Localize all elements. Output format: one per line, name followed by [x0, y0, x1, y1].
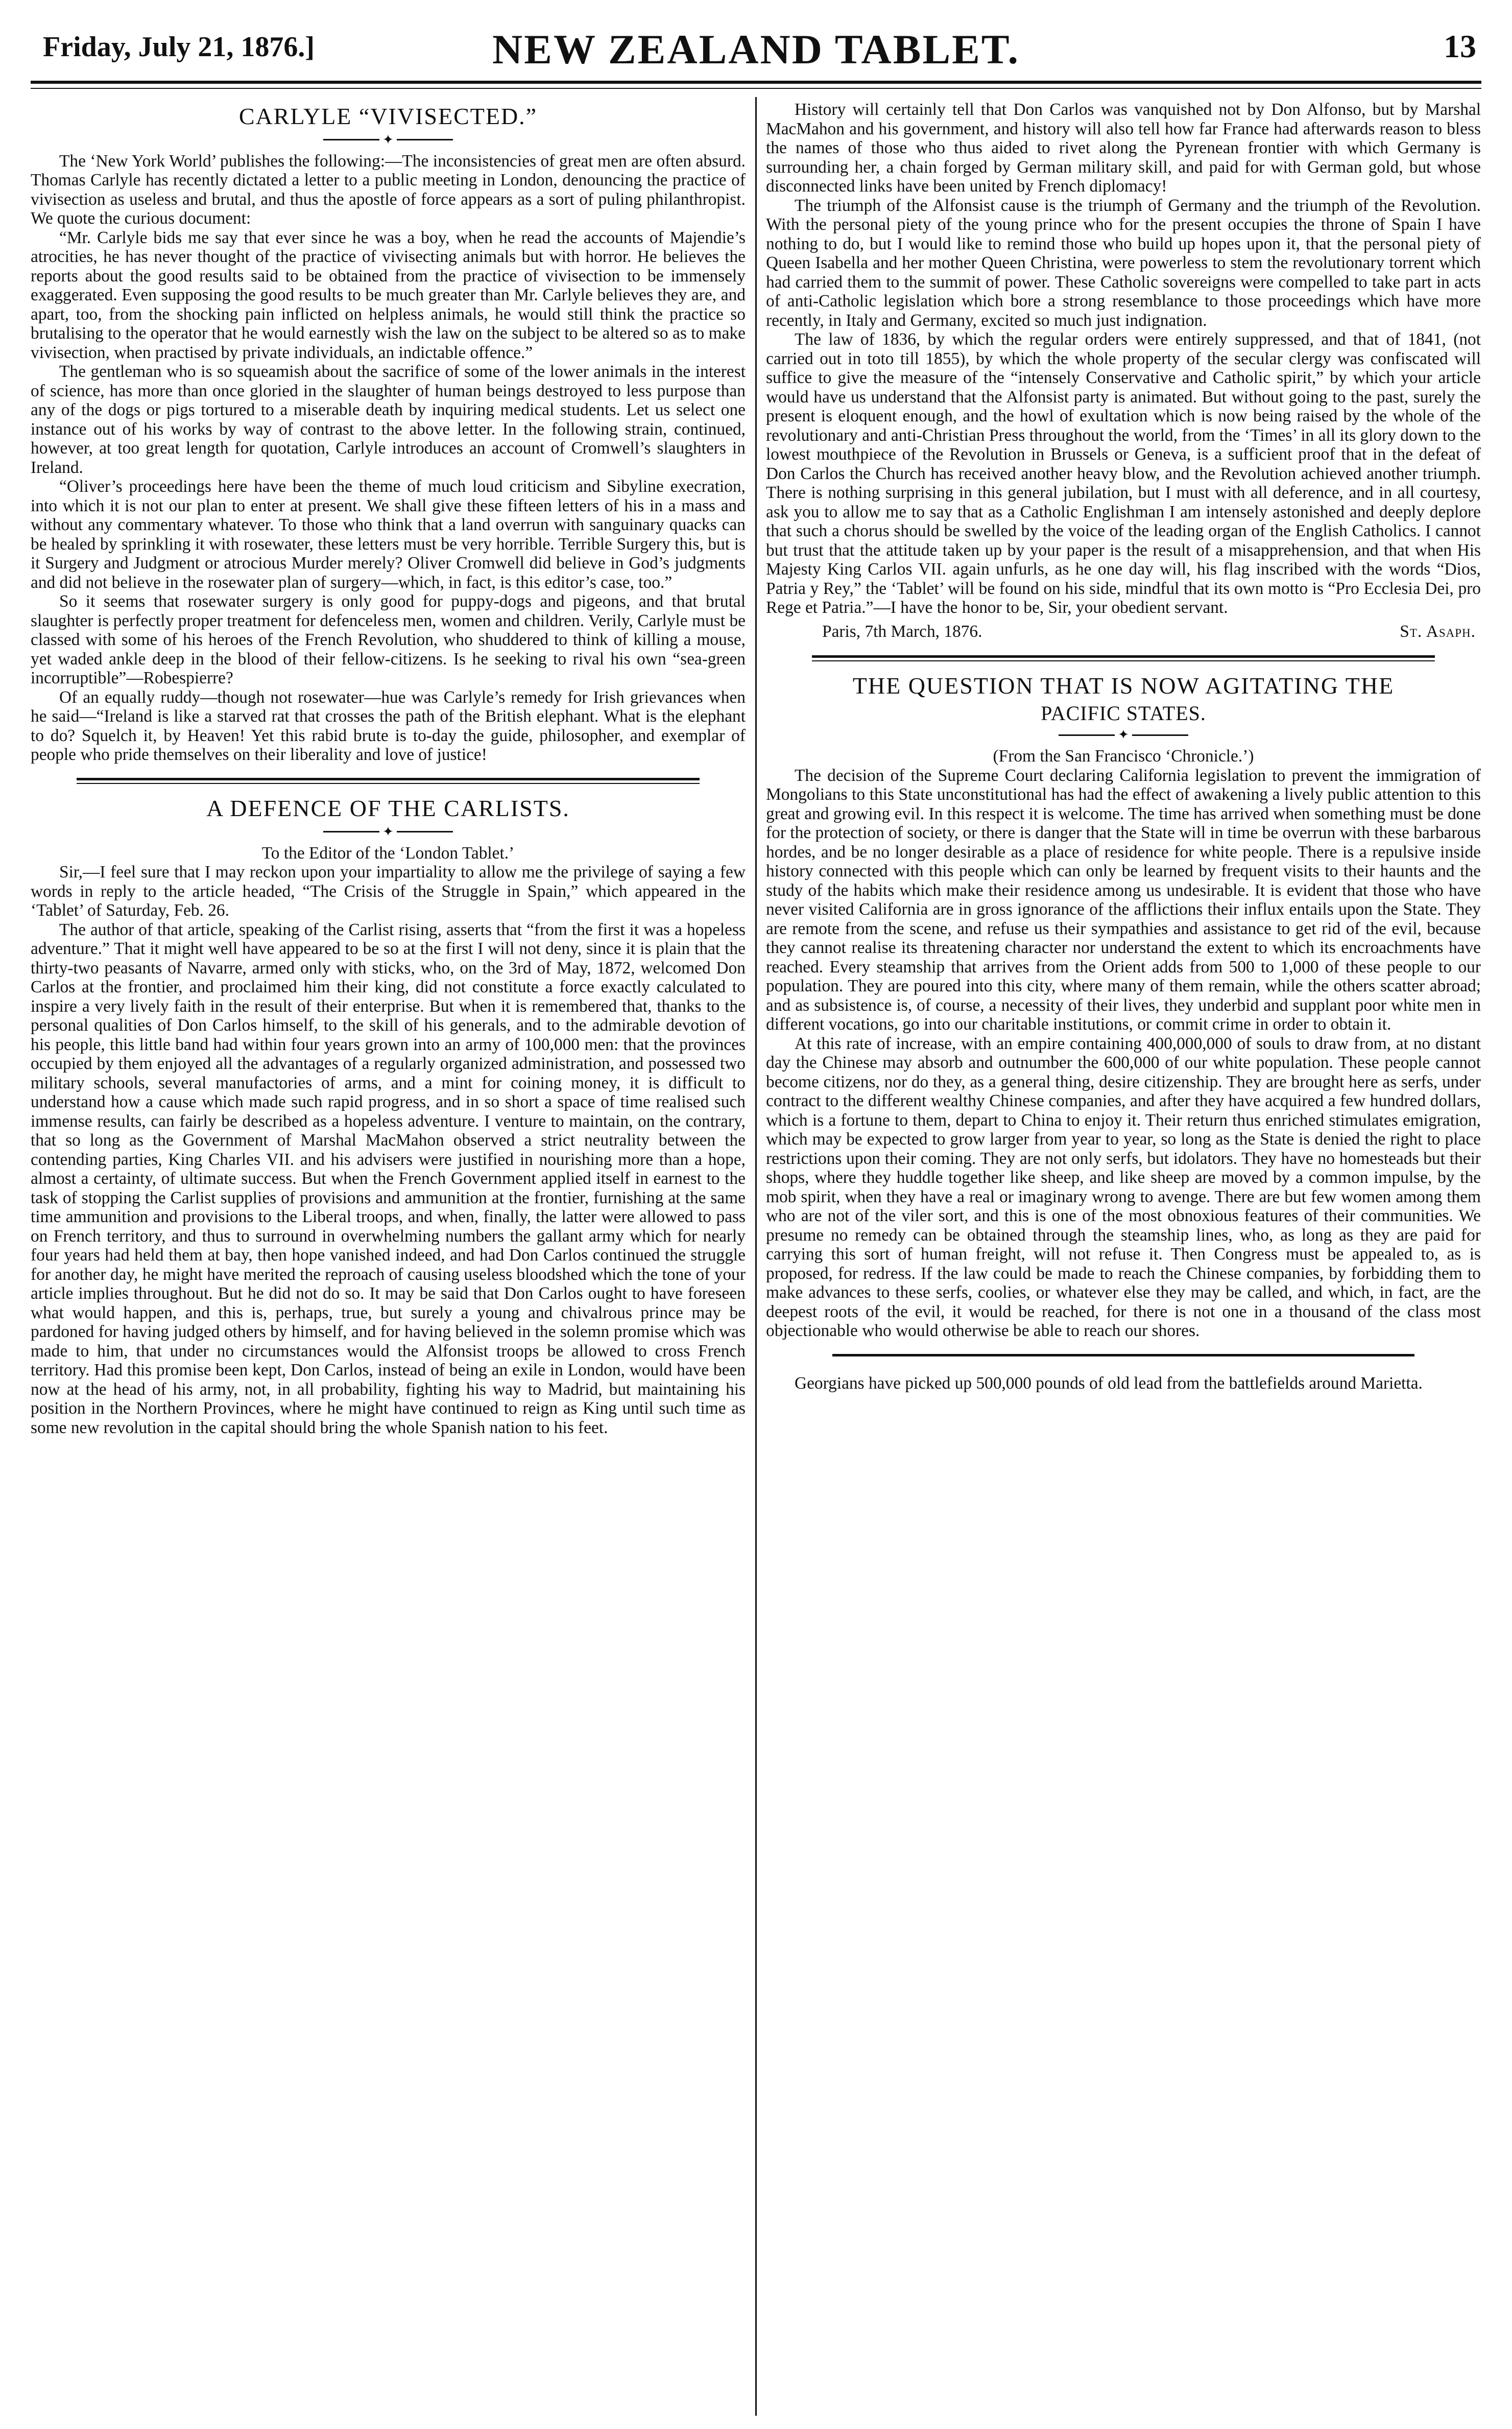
title-ornament: ✦: [31, 132, 746, 147]
short-news-item: Georgians have picked up 500,000 pounds of old lead from the battlefields around Marietta.: [795, 1373, 1423, 1393]
article-title-pacific: THE QUESTION THAT IS NOW AGITATING THE: [852, 672, 1395, 699]
article-paragraph: So it seems that rosewater surgery is only good for puppy-dogs and pigeons, and that brutal slaughter is perfectly proper treatment for defenceless men, women and children. Verily, Carlyle must be classed with some of his heroes of the French Revolution, who shuddered to think of killing a mouse, yet waded ankle deep in the blood of their fellow-citizens. Is he seeking to rival his own “sea-green incorruptible”—Robespierre?: [31, 592, 746, 688]
article-paragraph: “Mr. Carlyle bids me say that ever since he was a boy, when he read the accounts of Majendie’s atrocities, he has never thought of the practice of vivisecting animals but with horror. He believes the reports about the good results said to be obtained from the practice of vivisection to be immensely exaggerated. Even supposing the good results to be much greater than Mr. Carlyle believes they are, and apart, too, from the shocking pain inflicted on helpless animals, he would still think the practice so brutalising to the operator that he would earnestly wish the law on the subject to be altered so as to make vivisection, when practised by private individuals, an indictable offence.”: [31, 228, 746, 362]
article-paragraph: Sir,—I feel sure that I may reckon upon your impartiality to allow me the privilege of saying a few words in reply to the article headed, “The Crisis of the Struggle in Spain,” which appeared in the ‘Tablet’ of Saturday, Feb. 26.: [31, 863, 746, 920]
masthead-rule: [31, 81, 1481, 84]
section-divider: [832, 1354, 1414, 1356]
article-addressee: To the Editor of the ‘London Tablet.’: [261, 843, 515, 863]
letter-place-date: Paris, 7th March, 1876.: [822, 622, 982, 641]
title-ornament: ✦: [766, 727, 1481, 742]
article-title-pacific-line2: PACIFIC STATES.: [1041, 702, 1206, 725]
article-paragraph: History will certainly tell that Don Carlos was vanquished not by Don Alfonso, but by Marshal MacMahon and his government, and history will also tell how far France had afterwards reason to bless the names of those who thus aided to rivet along the Pyrenean frontier with which Germany is surrounding her, a chain forged by German military skill, and paid for with German gold, but whose disconnected links have been united by French diplomacy!: [766, 100, 1481, 196]
masthead: [31, 20, 1481, 97]
article-paragraph: Of an equally ruddy—though not rosewater—hue was Carlyle’s remedy for Irish grievances when he said—“Ireland is like a starved rat that crosses the path of the British elephant. What is the elephant to do? Squelch it, by Heaven! Yet this rabid brute is to-day the guide, philosopher, and exemplar of people who pride themselves on their liberality and love of justice!: [31, 687, 746, 765]
issue-date: Friday, July 21, 1876.]: [43, 31, 315, 63]
paper-title: NEW ZEALAND TABLET.: [492, 26, 1020, 73]
article-source: (From the San Francisco ‘Chronicle.’): [993, 747, 1254, 766]
article-paragraph: At this rate of increase, with an empire containing 400,000,000 of souls to draw from, at no distant day the Chinese may absorb and outnumber the 600,000 of our white population. These people cannot become citizens, nor do they, as a general thing, desire citizenship. They are brought here as serfs, under contract to the different wealthy Chinese companies, and after they have acquired a few hundred dollars, which is a fortune to them, depart to China to enjoy it. Their return thus enriched stimulates emigration, which may be expected to grow larger from year to year, so long as the State is denied the right to place restrictions upon their coming. They are not only serfs, but idolators. They have no homesteads but their shops, where they huddle together like sheep, and like sheep are moved by a common impulse, by the mob spirit, when they have a real or imaginary wrong to avenge. There are but few women among them who are not of the viler sort, and this is one of the most obnoxious features of their communities. We presume no remedy can be obtained through the steamship lines, who, as long as they are paid for carrying this sort of human freight, will not refuse it. Then Congress must be appealed to, as is proposed, for redress. If the law could be made to reach the Chinese companies, by forbidding them to make advances to these serfs, coolies, or whatever else they may be called, and which, in fact, are the deepest roots of the evil, it would be reached, for there is not one in a thousand of the class most objectionable who would otherwise be able to reach our shores.: [766, 1034, 1481, 1341]
article-title-carlists: A DEFENCE OF THE CARLISTS.: [206, 795, 570, 821]
right-column: [766, 100, 1481, 2409]
section-divider: [77, 778, 700, 784]
column-divider: [755, 97, 757, 2416]
article-paragraph: The law of 1836, by which the regular orders were entirely suppressed, and that of 1841, (not carried out in toto till 1855), by which the whole property of the secular clergy was confiscated will suffice to give the measure of the “intensely Conservative and Catholic spirit,” by which your article would have us understand that the Alfonsist party is animated. But without going to the past, surely the present is eloquent enough, and the howl of exultation which is now being raised by the whole of the revolutionary and anti-Christian Press throughout the world, from the ‘Times’ in all its glory down to the lowest mouthpiece of the Revolution in Brussels or Geneva, is a sufficient proof that in the defeat of Don Carlos the Church has received another heavy blow, and the Revolution achieved another triumph. There is nothing surprising in this general jubilation, but I must with all deference, and in all courtesy, ask you to allow me to say that as a Catholic Englishman I am intensely astonished and deeply deplore that such a chorus should be swelled by the voice of the leading organ of the English Catholics. I cannot but trust that the attitude taken up by your paper is the result of a misapprehension, and that when His Majesty King Carlos VII. again unfurls, as he one day will, his flag inscribed with the words “Dios, Patria y Rey,” the ‘Tablet’ will be found on his side, mindful that its own motto is “Pro Ecclesia Dei, pro Rege et Patria.”—I have the honor to be, Sir, your obedient servant.: [766, 330, 1481, 617]
article-paragraph: The author of that article, speaking of the Carlist rising, asserts that “from the first it was a hopeless adventure.” That it might well have appeared to be so at the first I will not deny, since it is plain that the thirty-two peasants of Navarre, armed only with sticks, who, on the 3rd of May, 1872, welcomed Don Carlos at the frontier, and proclaimed him their king, did not constitute a force exactly calculated to inspire a very lively faith in the result of their enterprise. But when it is remembered that, thanks to the personal qualities of Don Carlos himself, to the skill of his generals, and to the admirable devotion of his people, this little band had within four years grown into an army of 100,000 men: that the provinces occupied by them enjoyed all the advantages of a regularly organized administration, and possessed two military schools, several manufactories of arms, and a mint for coining money, it is difficult to understand how a cause which made such rapid progress, and in so short a space of time realised such immense results, can fairly be described as a hopeless adventure. I venture to maintain, on the contrary, that so long as the Government of Marshal MacMahon observed a strict neutrality between the contending parties, King Charles VII. and his advisers were justified in nourishing more than a hope, almost a certainty, of ultimate success. But when the French Government applied itself in earnest to the task of stopping the Carlist supplies of provisions and ammunition at the frontier, furnishing at the same time ammunition and provisions to the Liberal troops, and when, finally, the latter were allowed to pass on French territory, and thus to surround in overwhelming numbers the gallant army which for nearly four years had held them at bay, then hope vanished indeed, and had Don Carlos continued the struggle for another day, he might have merited the reproach of causing useless bloodshed which the tone of your article implies throughout. But he did not do so. It may be said that Don Carlos ought to have foreseen what would happen, and this is, perhaps, true, but surely a young and chivalrous prince may be pardoned for having judged others by himself, and for having believed in the solemn promise which was made to him, that under no circumstances would the Alfonsist troops be allowed to cross French territory. Had this promise been kept, Don Carlos, instead of being an exile in London, would have been now at the head of his army, not, in all probability, fighting his way to Madrid, but maintaining his position in the Northern Provinces, where he might have continued to reign as King until such time as some new revolution in the capital should bring the whole Spanish nation to his feet.: [31, 920, 746, 1437]
title-ornament: ✦: [31, 824, 746, 839]
section-divider: [812, 655, 1435, 661]
article-paragraph: The decision of the Supreme Court declaring California legislation to prevent the immigration of Mongolians to this State unconstitutional has had the effect of awakening a lively public attention to this great and growing evil. In this respect it is welcome. The time has arrived when something must be done for the protection of society, or there is danger that the State will in time be overrun with these barbarous hordes, and be no longer desirable as a place of residence for white people. There is a repulsive inside history connected with this people which can only be learned by frequent visits to their haunts and the study of the habits which make their residence among us undesirable. It is evident that those who have never visited California are in gross ignorance of the afflictions their influx entails upon the State. They are remote from the scene, and refuse us their sympathies and assistance to get rid of the evil, because they cannot realise its threatening character nor understand the extent to which its encroachments have reached. Every steamship that arrives from the Orient adds from 500 to 1,000 of these people to our population. They are poured into this city, where many of them remain, while the others scatter abroad; and as subsistence is, of course, a necessity of their lives, they underbid and supplant poor white men in different vocations, go into our charitable institutions, or commit crime in order to obtain it.: [766, 766, 1481, 1034]
article-paragraph: The gentleman who is so squeamish about the sacrifice of some of the lower animals in the interest of science, has more than once gloried in the slaughter of human beings destroyed to less purpose than any of the dogs or pigs tortured to a miserable death by inquiring medical students. Let us select one instance out of his works by way of contrast to the above letter. In the following strain, continued, however, at too great length for quotation, Carlyle introduces an account of Cromwell’s slaughters in Ireland.: [31, 362, 746, 477]
article-title-carlyle: CARLYLE “VIVISECTED.”: [238, 103, 538, 129]
article-paragraph: “Oliver’s proceedings here have been the theme of much loud criticism and Sibyline execration, into which it is not our plan to enter at present. We shall give these fifteen letters of his in a mass and without any commentary whatever. To those who think that a land overrun with sanguinary quacks can be healed by sprinkling it with rosewater, these letters must be very horrible. Terrible Surgery this, but is it Surgery and Judgment or atrocious Murder merely? Oliver Cromwell did believe in God’s judgments and did not believe in the rosewater plan of surgery—which, in fact, is this editor’s case, too.”: [31, 477, 746, 592]
article-paragraph: The triumph of the Alfonsist cause is the triumph of Germany and the triumph of the Revolution. With the personal piety of the young prince who for the present occupies the throne of Spain I have nothing to do, but I would like to remind those who build up hopes upon it, that the personal piety of Queen Isabella and her mother Queen Christina, were powerless to stem the revolutionary torrent which had carried them to the summit of power. These Catholic sovereigns were compelled to take part in acts of anti-Catholic legislation which bore a strong resemblance to those proceedings which have more recently, in Italy and Germany, excited so much just indignation.: [766, 196, 1481, 330]
letter-signature: St. Asaph.: [1400, 622, 1476, 641]
page-number: 13: [1444, 28, 1476, 64]
left-column: [31, 100, 746, 2409]
masthead-rule-thin: [31, 88, 1481, 89]
article-paragraph: The ‘New York World’ publishes the following:—The inconsistencies of great men are often absurd. Thomas Carlyle has recently dictated a letter to a public meeting in London, denouncing the practice of vivisection as useless and brutal, and thus the apostle of force appears as a sort of puling philanthropist. We quote the curious document:: [31, 151, 746, 228]
letter-signature-line: [766, 622, 1481, 642]
